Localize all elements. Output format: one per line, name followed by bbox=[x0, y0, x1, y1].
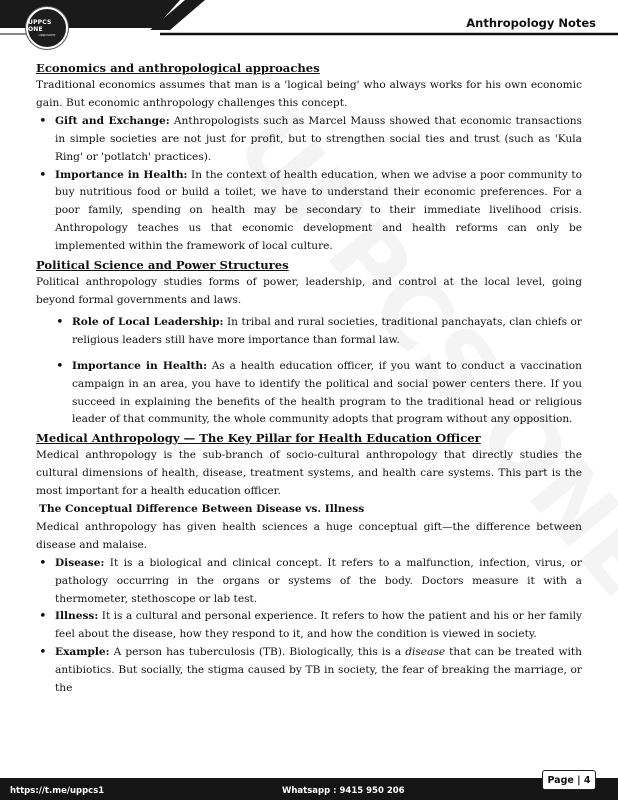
header-bar bbox=[0, 0, 618, 44]
section-intro-economics: Traditional economics assumes that man is a 'logical being' who always works for his own economic gain. But economic anthropology challenges this concept. bbox=[36, 79, 582, 109]
brand-logo: UPPCS ONE uppcsone bbox=[26, 7, 68, 49]
list-item: • Gift and Exchange: Anthropologists such as Marcel Mauss showed that economic transactions in simple societies are not just for profit, but to strengthen social ties and trust (such as 'Kula Ring' or 'potlatch' practices). bbox=[36, 113, 582, 167]
whatsapp-contact: Whatsapp : 9415 950 206 bbox=[282, 786, 405, 796]
subheading-disease-illness: The Conceptual Difference Between Disease vs. Illness bbox=[39, 503, 365, 516]
bullet-list-economics bbox=[36, 113, 582, 256]
section-heading-economics: Economics and anthropological approaches bbox=[36, 61, 320, 75]
list-item: • Role of Local Leadership: In tribal and rural societies, traditional panchayats, clan chiefs or religious leaders still have more importance than formal law. bbox=[36, 314, 582, 350]
section-heading-political: Political Science and Power Structures bbox=[36, 258, 289, 273]
bullet-list-medical bbox=[36, 555, 582, 698]
list-item: • Importance in Health: As a health education officer, if you want to conduct a vaccination campaign in an area, you have to identify the political and social power centers there. If you succeed in explaining the benefits of the health program to the traditional head or religious leader of that community, the whole community adopts that program without any opposition. bbox=[36, 358, 582, 430]
header-title: Anthropology Notes bbox=[466, 16, 596, 30]
section-heading-medical: Medical Anthropology — The Key Pillar for Health Education Officer bbox=[36, 431, 481, 446]
list-item: • Importance in Health: In the context of health education, when we advise a poor community to buy nutritious food or build a toilet, we have to understand their economic preferences. For a poor family, spending on health may be secondary to their immediate livelihood crisis. Anthropology teaches us that economic development and health reforms can only be implemented within the framework of local culture. bbox=[36, 167, 582, 257]
list-item: • Disease: It is a biological and clinical concept. It refers to a malfunction, infection, virus, or pathology occurring in the organs or systems of the body. Doctors measure it with a thermometer, stethoscope or lab test. bbox=[36, 555, 582, 609]
page-number-badge: Page | 4 bbox=[542, 770, 596, 790]
sub-intro-medical: Medical anthropology has given health sciences a huge conceptual gift—the difference between disease and malaise. bbox=[36, 520, 582, 551]
section-intro-political: Political anthropology studies forms of power, leadership, and control at the local level, going beyond formal governments and laws. bbox=[36, 276, 582, 306]
telegram-link[interactable]: https://t.me/uppcs1 bbox=[10, 786, 105, 796]
list-item-example: • Example: A person has tuberculosis (TB). Biologically, this is a disease that can be treated with antibiotics. But socially, the stigma caused by TB in society, the fear of breaking the marriage, or the bbox=[36, 644, 582, 698]
section-intro-medical: Medical anthropology is the sub-branch of socio-cultural anthropology that directly studies the cultural dimensions of health, disease, treatment systems, and health care systems. This part is the most important for a health education officer. bbox=[36, 449, 582, 498]
bullet-list-political bbox=[36, 314, 582, 429]
list-item: • Illness: It is a cultural and personal experience. It refers to how the patient and his or her family feel about the disease, how they respond to it, and how the condition is viewed in society. bbox=[36, 608, 582, 644]
page-content bbox=[36, 59, 582, 698]
